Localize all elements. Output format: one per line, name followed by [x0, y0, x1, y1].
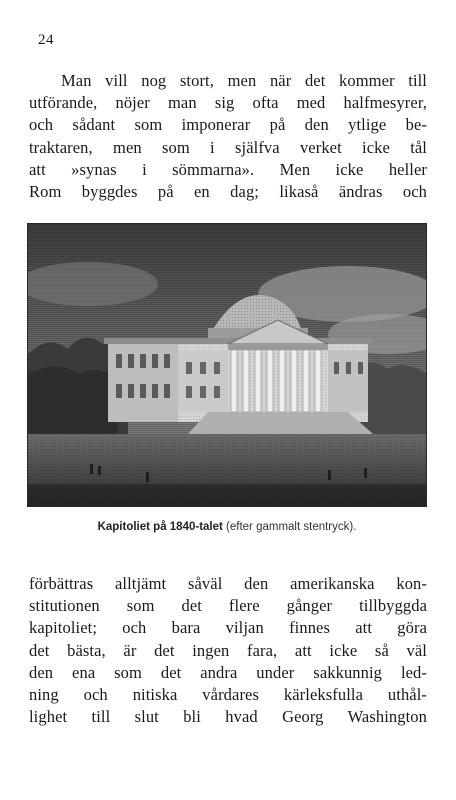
- text-line: den ena som det andra under sakkunnig led-: [29, 662, 427, 682]
- text-line: lighet till slut bli hvad Georg Washington: [29, 707, 427, 727]
- caption-source: (efter gammalt stentryck).: [226, 521, 357, 533]
- text-line: traktaren, men som i själfva verket icke tål: [29, 137, 427, 157]
- capitol-engraving-image: [27, 223, 427, 507]
- text-line: förbättras alltjämt såväl den amerikanska kon-: [29, 574, 427, 593]
- text-line: kapitoliet; och bara viljan finnes att göra: [29, 618, 427, 638]
- page-number: 24: [38, 32, 54, 48]
- text-line: och sådant som imponerar på den ytlige be-: [29, 115, 427, 135]
- top-paragraph: [29, 70, 427, 203]
- text-line: Rom byggdes på en dag; likaså ändras och: [29, 181, 427, 201]
- text-line: ning och nitiska vårdares kärleksfulla uthål-: [29, 684, 427, 704]
- text-line: Man vill nog stort, men när det kommer till: [61, 71, 427, 90]
- text-line: stitutionen som det flere gånger tillbyggda: [29, 596, 427, 616]
- figure-caption: [27, 521, 427, 533]
- caption-title: Kapitoliet på 1840-talet: [97, 521, 223, 533]
- text-line: utförande, nöjer man sig ofta med halfmesyrer,: [29, 93, 427, 113]
- text-line: att »synas i sömmarna». Men icke heller: [29, 159, 427, 179]
- text-line: det bästa, är det ingen fara, att icke så väl: [29, 640, 427, 660]
- bottom-paragraph: [29, 573, 427, 728]
